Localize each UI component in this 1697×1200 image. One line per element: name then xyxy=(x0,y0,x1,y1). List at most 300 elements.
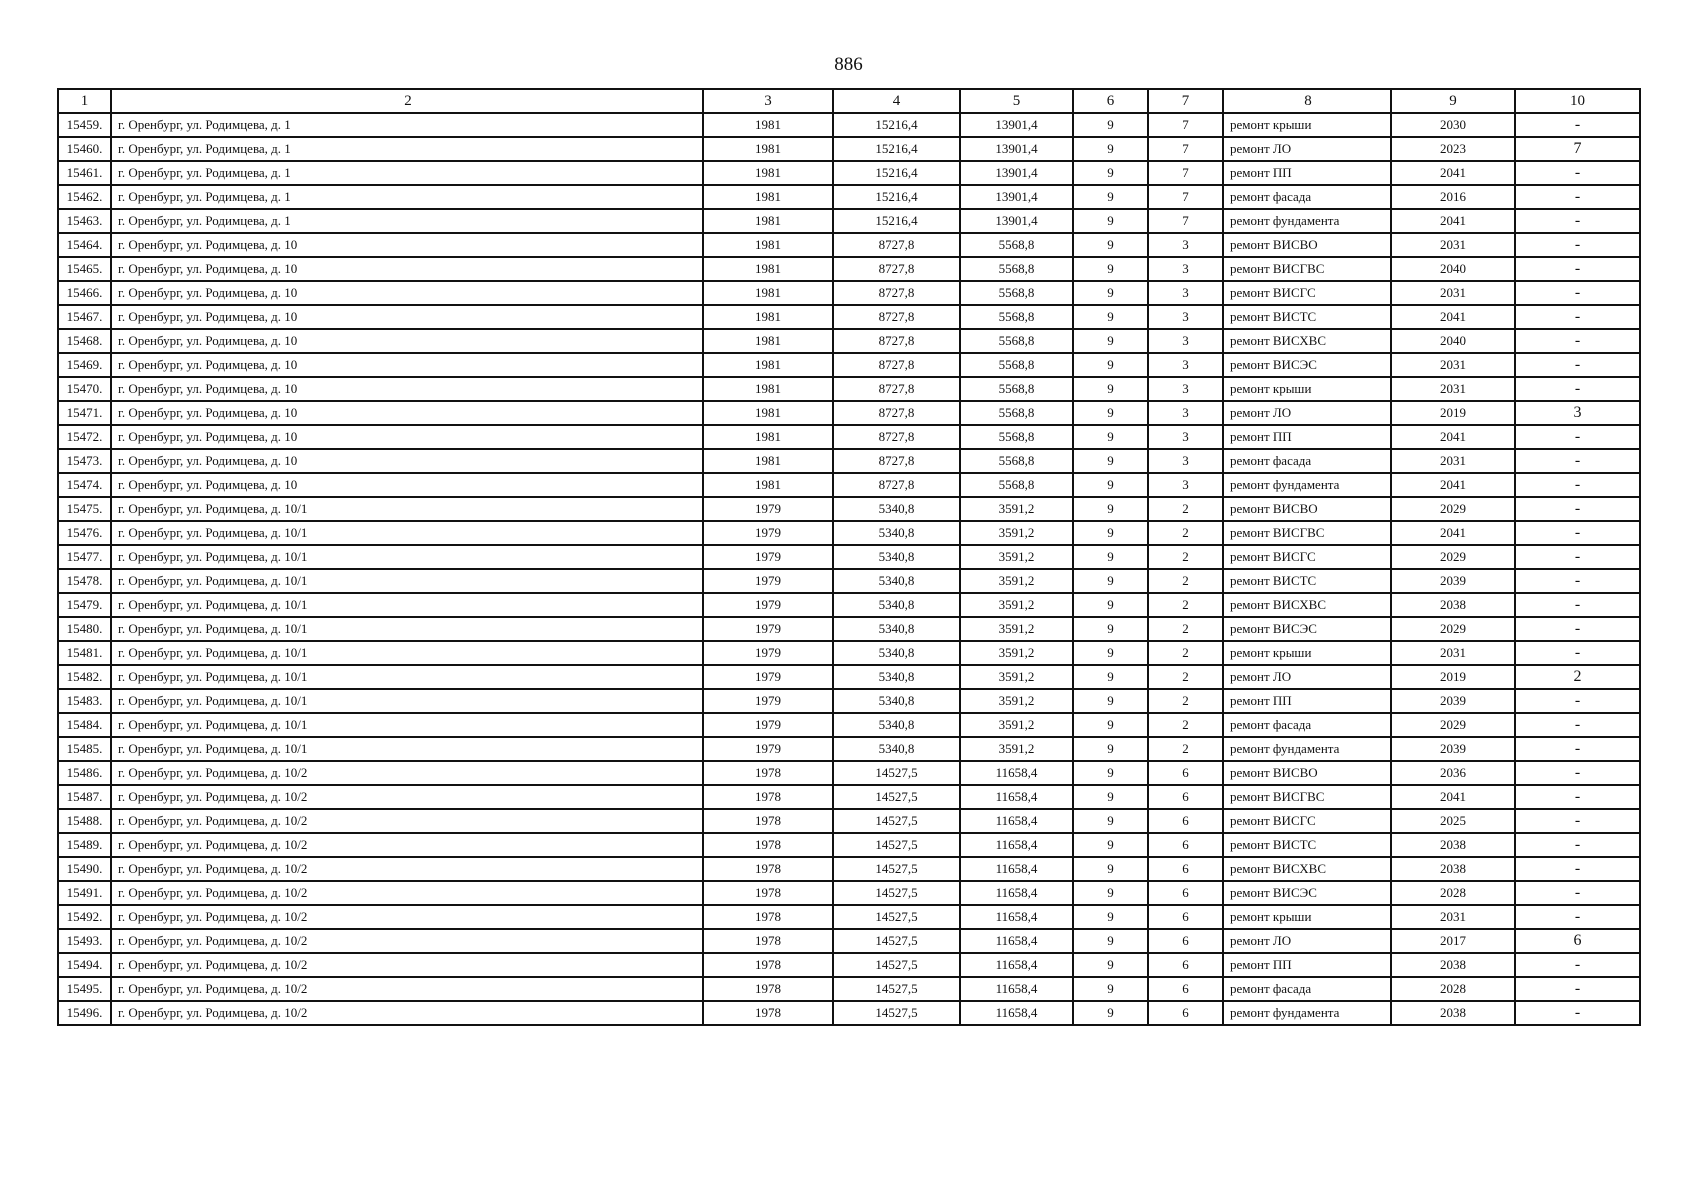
row-number-cell: 15472. xyxy=(58,425,111,449)
year-built-cell: 1981 xyxy=(703,473,833,497)
total-area-cell: 5340,8 xyxy=(833,521,960,545)
table-row xyxy=(58,185,1640,209)
floors-cell: 9 xyxy=(1073,137,1148,161)
living-area-cell: 5568,8 xyxy=(960,257,1073,281)
entrances-cell: 6 xyxy=(1148,905,1223,929)
planned-year-cell: 2036 xyxy=(1391,761,1515,785)
living-area-cell: 13901,4 xyxy=(960,209,1073,233)
repair-type-cell: ремонт ВИСТС xyxy=(1223,305,1391,329)
planned-year-cell: 2039 xyxy=(1391,689,1515,713)
repair-type-cell: ремонт ВИСГС xyxy=(1223,809,1391,833)
address-cell: г. Оренбург, ул. Родимцева, д. 10/1 xyxy=(111,713,703,737)
total-area-cell: 5340,8 xyxy=(833,617,960,641)
living-area-cell: 5568,8 xyxy=(960,377,1073,401)
row-number-cell: 15474. xyxy=(58,473,111,497)
entrances-cell: 6 xyxy=(1148,785,1223,809)
table-row xyxy=(58,929,1640,953)
repair-type-cell: ремонт ВИСГВС xyxy=(1223,257,1391,281)
planned-year-cell: 2031 xyxy=(1391,353,1515,377)
planned-year-cell: 2023 xyxy=(1391,137,1515,161)
living-area-cell: 5568,8 xyxy=(960,305,1073,329)
planned-year-cell: 2041 xyxy=(1391,521,1515,545)
total-area-cell: 15216,4 xyxy=(833,209,960,233)
repair-type-cell: ремонт фасада xyxy=(1223,449,1391,473)
year-built-cell: 1981 xyxy=(703,209,833,233)
row-number-cell: 15484. xyxy=(58,713,111,737)
total-area-cell: 5340,8 xyxy=(833,569,960,593)
year-built-cell: 1981 xyxy=(703,257,833,281)
address-cell: г. Оренбург, ул. Родимцева, д. 10 xyxy=(111,233,703,257)
address-cell: г. Оренбург, ул. Родимцева, д. 10/1 xyxy=(111,545,703,569)
year-built-cell: 1978 xyxy=(703,833,833,857)
entrances-cell: 2 xyxy=(1148,593,1223,617)
total-area-cell: 8727,8 xyxy=(833,353,960,377)
repair-type-cell: ремонт фасада xyxy=(1223,977,1391,1001)
row-number-cell: 15490. xyxy=(58,857,111,881)
table-row xyxy=(58,785,1640,809)
entrances-cell: 2 xyxy=(1148,737,1223,761)
last-column-cell: - xyxy=(1515,953,1640,977)
last-column-cell: - xyxy=(1515,377,1640,401)
total-area-cell: 5340,8 xyxy=(833,545,960,569)
total-area-cell: 14527,5 xyxy=(833,833,960,857)
total-area-cell: 14527,5 xyxy=(833,905,960,929)
year-built-cell: 1978 xyxy=(703,1001,833,1025)
entrances-cell: 6 xyxy=(1148,833,1223,857)
total-area-cell: 15216,4 xyxy=(833,161,960,185)
year-built-cell: 1979 xyxy=(703,689,833,713)
floors-cell: 9 xyxy=(1073,905,1148,929)
address-cell: г. Оренбург, ул. Родимцева, д. 10 xyxy=(111,377,703,401)
last-column-cell: 6 xyxy=(1515,929,1640,953)
year-built-cell: 1981 xyxy=(703,425,833,449)
row-number-cell: 15461. xyxy=(58,161,111,185)
address-cell: г. Оренбург, ул. Родимцева, д. 10/1 xyxy=(111,593,703,617)
planned-year-cell: 2041 xyxy=(1391,473,1515,497)
living-area-cell: 3591,2 xyxy=(960,497,1073,521)
repair-type-cell: ремонт ВИСГВС xyxy=(1223,785,1391,809)
repair-type-cell: ремонт ВИСЭС xyxy=(1223,881,1391,905)
living-area-cell: 11658,4 xyxy=(960,905,1073,929)
table-row xyxy=(58,1001,1640,1025)
row-number-cell: 15495. xyxy=(58,977,111,1001)
repair-type-cell: ремонт ВИСВО xyxy=(1223,233,1391,257)
year-built-cell: 1978 xyxy=(703,857,833,881)
floors-cell: 9 xyxy=(1073,257,1148,281)
address-cell: г. Оренбург, ул. Родимцева, д. 10/1 xyxy=(111,617,703,641)
planned-year-cell: 2040 xyxy=(1391,257,1515,281)
living-area-cell: 3591,2 xyxy=(960,665,1073,689)
repair-type-cell: ремонт ЛО xyxy=(1223,401,1391,425)
row-number-cell: 15489. xyxy=(58,833,111,857)
entrances-cell: 7 xyxy=(1148,113,1223,137)
living-area-cell: 5568,8 xyxy=(960,473,1073,497)
floors-cell: 9 xyxy=(1073,305,1148,329)
address-cell: г. Оренбург, ул. Родимцева, д. 10/2 xyxy=(111,833,703,857)
living-area-cell: 5568,8 xyxy=(960,233,1073,257)
row-number-cell: 15485. xyxy=(58,737,111,761)
table-row xyxy=(58,617,1640,641)
year-built-cell: 1979 xyxy=(703,521,833,545)
year-built-cell: 1981 xyxy=(703,281,833,305)
living-area-cell: 3591,2 xyxy=(960,713,1073,737)
column-header: 2 xyxy=(111,89,703,113)
repair-type-cell: ремонт ПП xyxy=(1223,689,1391,713)
address-cell: г. Оренбург, ул. Родимцева, д. 10/2 xyxy=(111,761,703,785)
repair-type-cell: ремонт фундамента xyxy=(1223,737,1391,761)
repair-type-cell: ремонт крыши xyxy=(1223,377,1391,401)
row-number-cell: 15465. xyxy=(58,257,111,281)
planned-year-cell: 2019 xyxy=(1391,665,1515,689)
last-column-cell: - xyxy=(1515,977,1640,1001)
last-column-cell: - xyxy=(1515,713,1640,737)
planned-year-cell: 2041 xyxy=(1391,209,1515,233)
planned-year-cell: 2025 xyxy=(1391,809,1515,833)
table-row xyxy=(58,233,1640,257)
row-number-cell: 15488. xyxy=(58,809,111,833)
entrances-cell: 6 xyxy=(1148,857,1223,881)
column-number-header-row xyxy=(58,89,1640,113)
living-area-cell: 3591,2 xyxy=(960,569,1073,593)
table-row xyxy=(58,713,1640,737)
table-row xyxy=(58,257,1640,281)
row-number-cell: 15469. xyxy=(58,353,111,377)
living-area-cell: 3591,2 xyxy=(960,593,1073,617)
address-cell: г. Оренбург, ул. Родимцева, д. 10/2 xyxy=(111,809,703,833)
year-built-cell: 1979 xyxy=(703,713,833,737)
total-area-cell: 15216,4 xyxy=(833,137,960,161)
repair-type-cell: ремонт крыши xyxy=(1223,905,1391,929)
floors-cell: 9 xyxy=(1073,473,1148,497)
last-column-cell: - xyxy=(1515,185,1640,209)
total-area-cell: 14527,5 xyxy=(833,953,960,977)
address-cell: г. Оренбург, ул. Родимцева, д. 10 xyxy=(111,353,703,377)
year-built-cell: 1979 xyxy=(703,545,833,569)
floors-cell: 9 xyxy=(1073,713,1148,737)
entrances-cell: 2 xyxy=(1148,521,1223,545)
last-column-cell: - xyxy=(1515,593,1640,617)
planned-year-cell: 2017 xyxy=(1391,929,1515,953)
column-header: 3 xyxy=(703,89,833,113)
repair-type-cell: ремонт крыши xyxy=(1223,641,1391,665)
table-row xyxy=(58,353,1640,377)
planned-year-cell: 2031 xyxy=(1391,641,1515,665)
column-header: 8 xyxy=(1223,89,1391,113)
total-area-cell: 8727,8 xyxy=(833,305,960,329)
repair-type-cell: ремонт ВИСТС xyxy=(1223,833,1391,857)
year-built-cell: 1981 xyxy=(703,137,833,161)
address-cell: г. Оренбург, ул. Родимцева, д. 10/2 xyxy=(111,785,703,809)
repair-type-cell: ремонт ЛО xyxy=(1223,137,1391,161)
year-built-cell: 1978 xyxy=(703,977,833,1001)
entrances-cell: 2 xyxy=(1148,665,1223,689)
entrances-cell: 3 xyxy=(1148,473,1223,497)
last-column-cell: - xyxy=(1515,473,1640,497)
floors-cell: 9 xyxy=(1073,233,1148,257)
table-row xyxy=(58,449,1640,473)
row-number-cell: 15486. xyxy=(58,761,111,785)
last-column-cell: - xyxy=(1515,545,1640,569)
address-cell: г. Оренбург, ул. Родимцева, д. 10/1 xyxy=(111,569,703,593)
planned-year-cell: 2029 xyxy=(1391,617,1515,641)
floors-cell: 9 xyxy=(1073,281,1148,305)
row-number-cell: 15478. xyxy=(58,569,111,593)
table-row xyxy=(58,977,1640,1001)
year-built-cell: 1978 xyxy=(703,905,833,929)
entrances-cell: 3 xyxy=(1148,425,1223,449)
column-header: 5 xyxy=(960,89,1073,113)
total-area-cell: 5340,8 xyxy=(833,665,960,689)
table-row xyxy=(58,329,1640,353)
table-row xyxy=(58,881,1640,905)
last-column-cell: - xyxy=(1515,689,1640,713)
living-area-cell: 5568,8 xyxy=(960,329,1073,353)
row-number-cell: 15460. xyxy=(58,137,111,161)
entrances-cell: 6 xyxy=(1148,1001,1223,1025)
floors-cell: 9 xyxy=(1073,185,1148,209)
planned-year-cell: 2041 xyxy=(1391,305,1515,329)
table-row xyxy=(58,689,1640,713)
repair-type-cell: ремонт ВИСЭС xyxy=(1223,617,1391,641)
last-column-cell: - xyxy=(1515,617,1640,641)
year-built-cell: 1978 xyxy=(703,761,833,785)
last-column-cell: - xyxy=(1515,521,1640,545)
repair-type-cell: ремонт фундамента xyxy=(1223,209,1391,233)
entrances-cell: 6 xyxy=(1148,953,1223,977)
entrances-cell: 2 xyxy=(1148,713,1223,737)
living-area-cell: 11658,4 xyxy=(960,857,1073,881)
row-number-cell: 15462. xyxy=(58,185,111,209)
living-area-cell: 3591,2 xyxy=(960,689,1073,713)
repair-type-cell: ремонт ВИСХВС xyxy=(1223,593,1391,617)
floors-cell: 9 xyxy=(1073,569,1148,593)
entrances-cell: 2 xyxy=(1148,569,1223,593)
floors-cell: 9 xyxy=(1073,617,1148,641)
entrances-cell: 3 xyxy=(1148,401,1223,425)
living-area-cell: 13901,4 xyxy=(960,137,1073,161)
last-column-cell: - xyxy=(1515,161,1640,185)
planned-year-cell: 2038 xyxy=(1391,1001,1515,1025)
entrances-cell: 2 xyxy=(1148,497,1223,521)
address-cell: г. Оренбург, ул. Родимцева, д. 10/2 xyxy=(111,881,703,905)
total-area-cell: 5340,8 xyxy=(833,689,960,713)
entrances-cell: 2 xyxy=(1148,545,1223,569)
address-cell: г. Оренбург, ул. Родимцева, д. 1 xyxy=(111,209,703,233)
living-area-cell: 13901,4 xyxy=(960,185,1073,209)
table-row xyxy=(58,425,1640,449)
floors-cell: 9 xyxy=(1073,641,1148,665)
floors-cell: 9 xyxy=(1073,761,1148,785)
year-built-cell: 1978 xyxy=(703,953,833,977)
planned-year-cell: 2040 xyxy=(1391,329,1515,353)
year-built-cell: 1979 xyxy=(703,593,833,617)
address-cell: г. Оренбург, ул. Родимцева, д. 10 xyxy=(111,401,703,425)
planned-year-cell: 2038 xyxy=(1391,857,1515,881)
table-row xyxy=(58,305,1640,329)
entrances-cell: 7 xyxy=(1148,209,1223,233)
address-cell: г. Оренбург, ул. Родимцева, д. 10/2 xyxy=(111,905,703,929)
entrances-cell: 3 xyxy=(1148,449,1223,473)
table-row xyxy=(58,737,1640,761)
living-area-cell: 5568,8 xyxy=(960,425,1073,449)
planned-year-cell: 2030 xyxy=(1391,113,1515,137)
entrances-cell: 3 xyxy=(1148,353,1223,377)
entrances-cell: 3 xyxy=(1148,305,1223,329)
last-column-cell: - xyxy=(1515,353,1640,377)
address-cell: г. Оренбург, ул. Родимцева, д. 10/1 xyxy=(111,665,703,689)
floors-cell: 9 xyxy=(1073,593,1148,617)
total-area-cell: 8727,8 xyxy=(833,377,960,401)
entrances-cell: 7 xyxy=(1148,185,1223,209)
total-area-cell: 8727,8 xyxy=(833,449,960,473)
repair-type-cell: ремонт ЛО xyxy=(1223,665,1391,689)
floors-cell: 9 xyxy=(1073,521,1148,545)
year-built-cell: 1979 xyxy=(703,665,833,689)
total-area-cell: 8727,8 xyxy=(833,281,960,305)
row-number-cell: 15494. xyxy=(58,953,111,977)
last-column-cell: 7 xyxy=(1515,137,1640,161)
last-column-cell: - xyxy=(1515,833,1640,857)
year-built-cell: 1978 xyxy=(703,929,833,953)
floors-cell: 9 xyxy=(1073,377,1148,401)
repair-type-cell: ремонт ВИСЭС xyxy=(1223,353,1391,377)
year-built-cell: 1979 xyxy=(703,617,833,641)
year-built-cell: 1981 xyxy=(703,305,833,329)
repair-type-cell: ремонт ПП xyxy=(1223,161,1391,185)
address-cell: г. Оренбург, ул. Родимцева, д. 10 xyxy=(111,257,703,281)
row-number-cell: 15483. xyxy=(58,689,111,713)
table-row xyxy=(58,473,1640,497)
total-area-cell: 14527,5 xyxy=(833,809,960,833)
last-column-cell: - xyxy=(1515,281,1640,305)
living-area-cell: 11658,4 xyxy=(960,953,1073,977)
page-number: 886 xyxy=(834,54,863,75)
repair-type-cell: ремонт фундамента xyxy=(1223,473,1391,497)
floors-cell: 9 xyxy=(1073,1001,1148,1025)
table-row xyxy=(58,377,1640,401)
living-area-cell: 3591,2 xyxy=(960,617,1073,641)
address-cell: г. Оренбург, ул. Родимцева, д. 1 xyxy=(111,137,703,161)
planned-year-cell: 2028 xyxy=(1391,881,1515,905)
total-area-cell: 8727,8 xyxy=(833,473,960,497)
year-built-cell: 1981 xyxy=(703,161,833,185)
living-area-cell: 3591,2 xyxy=(960,545,1073,569)
floors-cell: 9 xyxy=(1073,425,1148,449)
repair-type-cell: ремонт ВИСГС xyxy=(1223,281,1391,305)
column-header: 10 xyxy=(1515,89,1640,113)
planned-year-cell: 2031 xyxy=(1391,905,1515,929)
planned-year-cell: 2031 xyxy=(1391,233,1515,257)
address-cell: г. Оренбург, ул. Родимцева, д. 10/2 xyxy=(111,929,703,953)
entrances-cell: 3 xyxy=(1148,257,1223,281)
last-column-cell: - xyxy=(1515,425,1640,449)
planned-year-cell: 2038 xyxy=(1391,593,1515,617)
row-number-cell: 15496. xyxy=(58,1001,111,1025)
address-cell: г. Оренбург, ул. Родимцева, д. 10/2 xyxy=(111,857,703,881)
planned-year-cell: 2019 xyxy=(1391,401,1515,425)
living-area-cell: 11658,4 xyxy=(960,881,1073,905)
planned-year-cell: 2038 xyxy=(1391,833,1515,857)
total-area-cell: 8727,8 xyxy=(833,329,960,353)
living-area-cell: 11658,4 xyxy=(960,833,1073,857)
address-cell: г. Оренбург, ул. Родимцева, д. 10/1 xyxy=(111,497,703,521)
last-column-cell: - xyxy=(1515,809,1640,833)
entrances-cell: 6 xyxy=(1148,977,1223,1001)
row-number-cell: 15459. xyxy=(58,113,111,137)
table-row xyxy=(58,857,1640,881)
year-built-cell: 1981 xyxy=(703,449,833,473)
entrances-cell: 2 xyxy=(1148,689,1223,713)
table-row xyxy=(58,833,1640,857)
table-row xyxy=(58,161,1640,185)
table-body xyxy=(58,89,1640,1025)
row-number-cell: 15479. xyxy=(58,593,111,617)
address-cell: г. Оренбург, ул. Родимцева, д. 1 xyxy=(111,161,703,185)
living-area-cell: 11658,4 xyxy=(960,929,1073,953)
address-cell: г. Оренбург, ул. Родимцева, д. 10 xyxy=(111,425,703,449)
repair-type-cell: ремонт фасада xyxy=(1223,185,1391,209)
row-number-cell: 15467. xyxy=(58,305,111,329)
floors-cell: 9 xyxy=(1073,785,1148,809)
entrances-cell: 6 xyxy=(1148,761,1223,785)
total-area-cell: 14527,5 xyxy=(833,977,960,1001)
row-number-cell: 15468. xyxy=(58,329,111,353)
total-area-cell: 5340,8 xyxy=(833,497,960,521)
floors-cell: 9 xyxy=(1073,929,1148,953)
address-cell: г. Оренбург, ул. Родимцева, д. 10/1 xyxy=(111,689,703,713)
repair-type-cell: ремонт крыши xyxy=(1223,113,1391,137)
entrances-cell: 7 xyxy=(1148,161,1223,185)
address-cell: г. Оренбург, ул. Родимцева, д. 10/2 xyxy=(111,953,703,977)
last-column-cell: - xyxy=(1515,449,1640,473)
living-area-cell: 11658,4 xyxy=(960,1001,1073,1025)
table-row xyxy=(58,521,1640,545)
address-cell: г. Оренбург, ул. Родимцева, д. 10/1 xyxy=(111,737,703,761)
address-cell: г. Оренбург, ул. Родимцева, д. 1 xyxy=(111,113,703,137)
repair-schedule-table xyxy=(57,88,1641,1026)
planned-year-cell: 2031 xyxy=(1391,281,1515,305)
planned-year-cell: 2031 xyxy=(1391,377,1515,401)
year-built-cell: 1981 xyxy=(703,353,833,377)
entrances-cell: 6 xyxy=(1148,881,1223,905)
total-area-cell: 8727,8 xyxy=(833,425,960,449)
year-built-cell: 1979 xyxy=(703,569,833,593)
total-area-cell: 14527,5 xyxy=(833,761,960,785)
table-row xyxy=(58,641,1640,665)
repair-type-cell: ремонт ВИСТС xyxy=(1223,569,1391,593)
row-number-cell: 15481. xyxy=(58,641,111,665)
entrances-cell: 2 xyxy=(1148,641,1223,665)
address-cell: г. Оренбург, ул. Родимцева, д. 10 xyxy=(111,281,703,305)
entrances-cell: 3 xyxy=(1148,329,1223,353)
entrances-cell: 7 xyxy=(1148,137,1223,161)
planned-year-cell: 2039 xyxy=(1391,737,1515,761)
living-area-cell: 11658,4 xyxy=(960,761,1073,785)
planned-year-cell: 2028 xyxy=(1391,977,1515,1001)
row-number-cell: 15477. xyxy=(58,545,111,569)
year-built-cell: 1979 xyxy=(703,737,833,761)
address-cell: г. Оренбург, ул. Родимцева, д. 10 xyxy=(111,329,703,353)
repair-type-cell: ремонт ЛО xyxy=(1223,929,1391,953)
planned-year-cell: 2029 xyxy=(1391,497,1515,521)
floors-cell: 9 xyxy=(1073,209,1148,233)
last-column-cell: 3 xyxy=(1515,401,1640,425)
table-row xyxy=(58,401,1640,425)
floors-cell: 9 xyxy=(1073,881,1148,905)
entrances-cell: 3 xyxy=(1148,377,1223,401)
total-area-cell: 15216,4 xyxy=(833,185,960,209)
table-row xyxy=(58,593,1640,617)
